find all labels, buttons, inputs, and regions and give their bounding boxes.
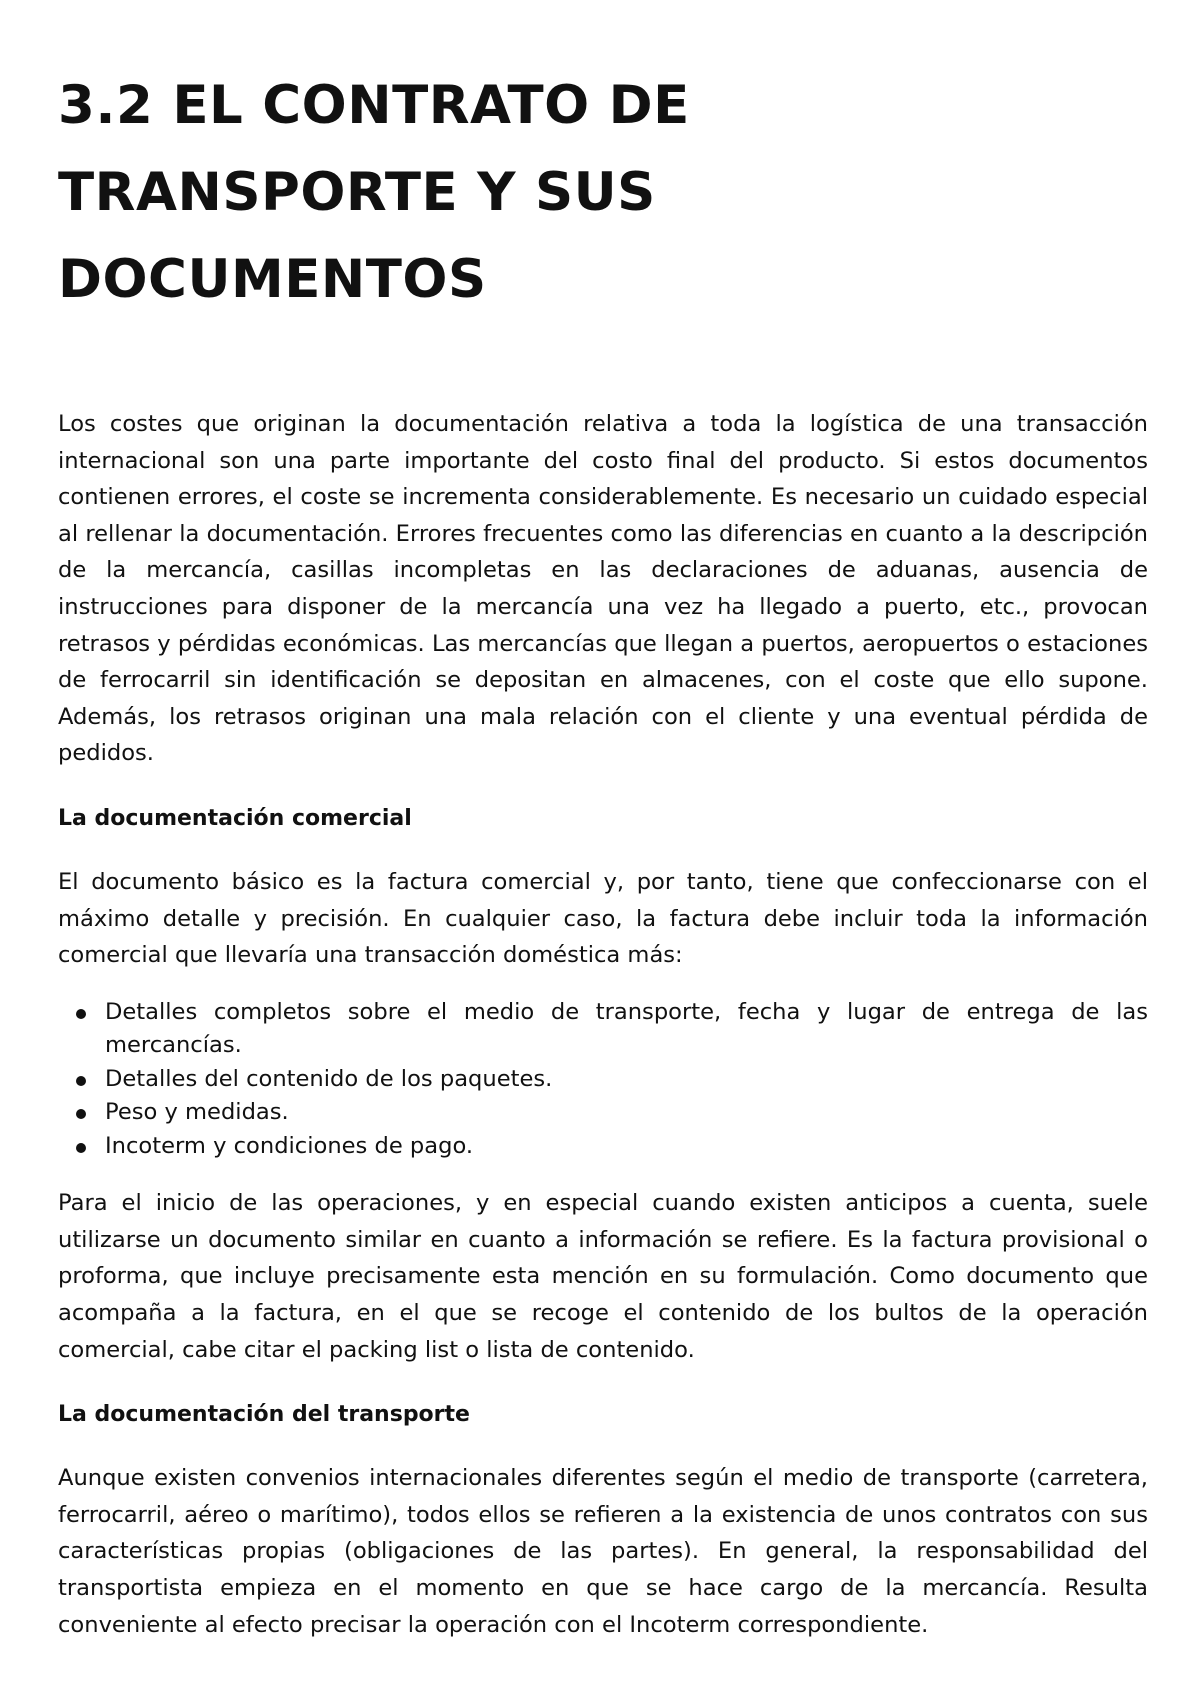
list-item — [105, 996, 1148, 1063]
section-heading-commercial: La documentación comercial — [58, 805, 412, 831]
bullet-icon — [76, 1009, 86, 1019]
title-line: TRANSPORTE Y SUS — [58, 162, 656, 223]
title-line: DOCUMENTOS — [58, 249, 487, 310]
list-item-text: Incoterm y condiciones de pago. — [105, 1132, 474, 1159]
section-heading-transport: La documentación del transporte — [58, 1402, 470, 1428]
list-item — [105, 1130, 1148, 1164]
list-item-text: Detalles completos sobre el medio de transporte, fecha y lugar de entrega de las mercancías. — [105, 998, 1148, 1059]
list-item — [105, 1096, 1148, 1130]
intro-paragraph: Los costes que originan la documentación relativa a toda la logística de una transacción internacional son una parte importante del costo final del producto. Si estos documentos contienen errores, el coste se incrementa considerablemente. Es necesario un cuidado especial al rellenar la documentación. Errores frecuentes como las diferencias en cuanto a la descripción de la mercancía, casillas incompletas en las declaraciones de aduanas, ausencia de instrucciones para disponer de la mercancía una vez ha llegado a puerto, etc., provocan retrasos y pérdidas económicas. Las mercancías que llegan a puertos, aeropuertos o estaciones de ferrocarril sin identificación se depositan en almacenes, con el coste que ello supone. Además, los retrasos originan una mala relación con el cliente y una eventual pérdida de pedidos. — [58, 411, 1148, 767]
page-title — [58, 62, 1148, 323]
bullet-icon — [76, 1076, 86, 1086]
commercial-paragraph: El documento básico es la factura comercial y, por tanto, tiene que confeccionarse con el máximo detalle y precisión. En cualquier caso, la factura debe incluir toda la información comercial que llevaría una transacción doméstica más: — [58, 868, 1148, 969]
title-line: 3.2 EL CONTRATO DE — [58, 75, 690, 136]
list-item — [105, 1063, 1148, 1097]
commercial-closing-paragraph: Para el inicio de las operaciones, y en especial cuando existen anticipos a cuenta, suele utilizarse un documento similar en cuanto a información se refiere. Es la factura provisional o proforma, que incluye precisamente esta mención en su formulación. Como documento que acompaña a la factura, en el que se recoge el contenido de los bultos de la operación comercial, cabe citar el packing list o lista de contenido. — [58, 1190, 1148, 1363]
transport-paragraph: Aunque existen convenios internacionales diferentes según el medio de transporte (carretera, ferrocarril, aéreo o marítimo), todos ellos se refieren a la existencia de unos contratos con sus características propias (obligaciones de las partes). En general, la responsabilidad del transportista empieza en el momento en que se hace cargo de la mercancía. Resulta conveniente al efecto precisar la operación con el Incoterm correspondiente. — [58, 1465, 1148, 1638]
bullet-list — [58, 996, 1148, 1164]
document-page — [58, 62, 1148, 1643]
list-item-text: Peso y medidas. — [105, 1099, 289, 1126]
bullet-icon — [76, 1109, 86, 1119]
bullet-icon — [76, 1143, 86, 1153]
list-item-text: Detalles del contenido de los paquetes. — [105, 1065, 553, 1092]
